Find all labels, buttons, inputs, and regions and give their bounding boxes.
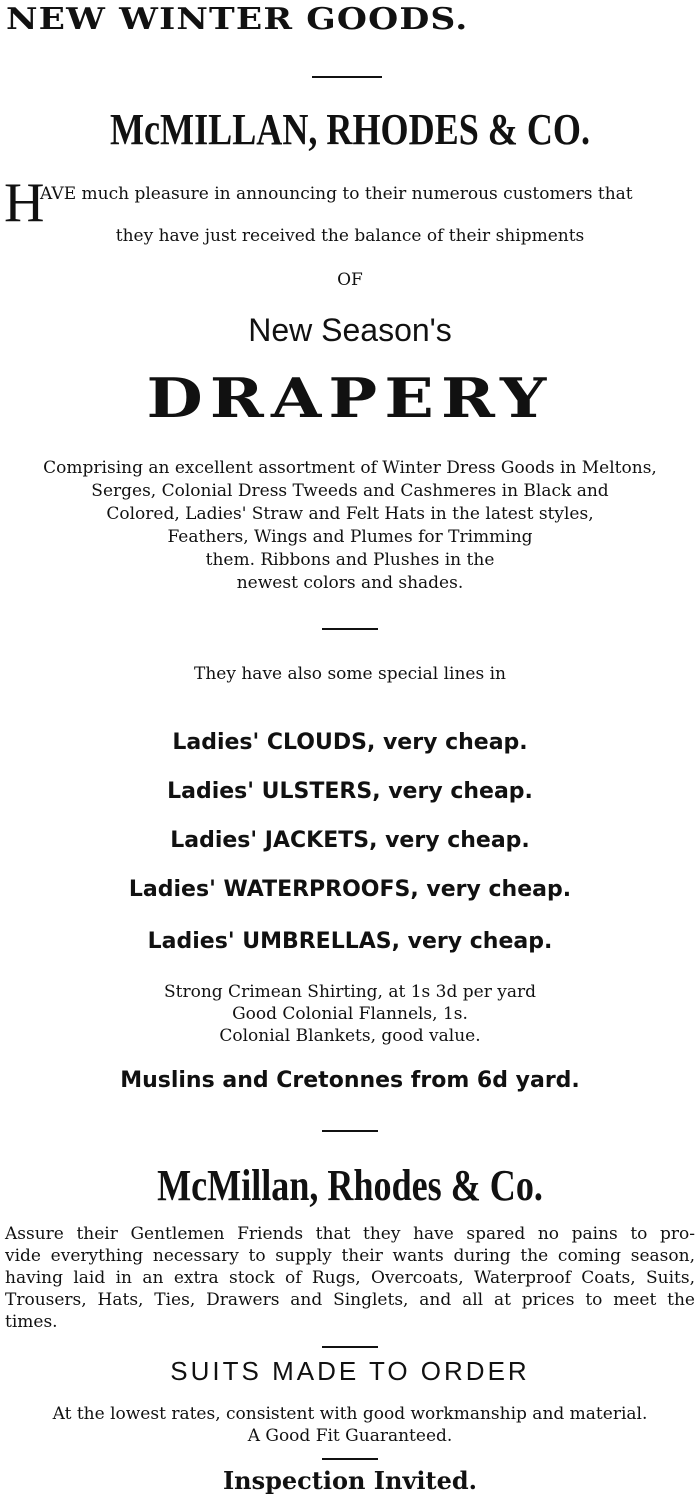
announcement-line-2: they have just received the balance of their shipments [115,226,585,246]
comprising-line: Feathers, Wings and Plumes for Trimming [167,527,533,547]
firm-name-gentlemen: McMillan, Rhodes & Co. [157,1161,543,1210]
special-line: Ladies' WATERPROOFS, very cheap. [128,877,572,902]
drapery-title: DRAPERY [146,366,554,430]
comprising-line: Comprising an excellent assortment of Winter Dress Goods in Meltons, [43,458,657,478]
special-line: Ladies' CLOUDS, very cheap. [172,730,528,755]
suits-heading: SUITS MADE TO ORDER [170,1356,530,1386]
special-line: Ladies' ULSTERS, very cheap. [167,779,533,804]
muslins-line: Muslins and Cretonnes from 6d yard. [120,1068,580,1093]
gentlemen-line: Trousers, Hats, Ties, Drawers and Singlets, and all at prices to meet the [5,1290,695,1310]
comprising-line: Colored, Ladies' Straw and Felt Hats in the latest styles, [106,504,594,524]
comprising-line: Serges, Colonial Dress Tweeds and Cashmeres in Black and [91,481,609,501]
suits-line-1: At the lowest rates, consistent with good workmanship and material. [52,1404,648,1424]
extras-line: Strong Crimean Shirting, at 1s 3d per yard [163,982,537,1002]
divider-rule [322,628,378,630]
gentlemen-line: Assure their Gentlemen Friends that they have spared no pains to pro- [5,1224,695,1244]
divider-rule [312,76,382,78]
special-line: Ladies' JACKETS, very cheap. [170,828,530,853]
gentlemen-line: vide everything necessary to supply their wants during the coming season, [5,1246,695,1266]
gentlemen-line: times. [5,1312,58,1332]
divider-rule [322,1346,378,1348]
extras-line: Colonial Blankets, good value. [219,1026,481,1046]
comprising-line: them. Ribbons and Plushes in the [205,550,495,570]
drop-cap: H [4,172,45,234]
special-intro: They have also some special lines in [194,664,506,684]
divider-rule [322,1130,378,1132]
announcement-line-1: AVE much pleasure in announcing to their numerous customers that [40,184,633,204]
season-title: New Season's [248,312,452,348]
headline: NEW WINTER GOODS. [6,2,469,37]
suits-line-2: A Good Fit Guaranteed. [247,1426,453,1446]
announcement-of: OF [337,270,363,290]
comprising-line: newest colors and shades. [236,573,464,593]
extras-line: Good Colonial Flannels, 1s. [232,1004,468,1024]
gentlemen-line: having laid in an extra stock of Rugs, Overcoats, Waterproof Coats, Suits, [5,1268,695,1288]
firm-name: McMILLAN, RHODES & CO. [109,105,591,154]
divider-rule [322,1458,378,1460]
inspection-invited: Inspection Invited. [222,1466,478,1495]
special-line: Ladies' UMBRELLAS, very cheap. [147,929,553,954]
